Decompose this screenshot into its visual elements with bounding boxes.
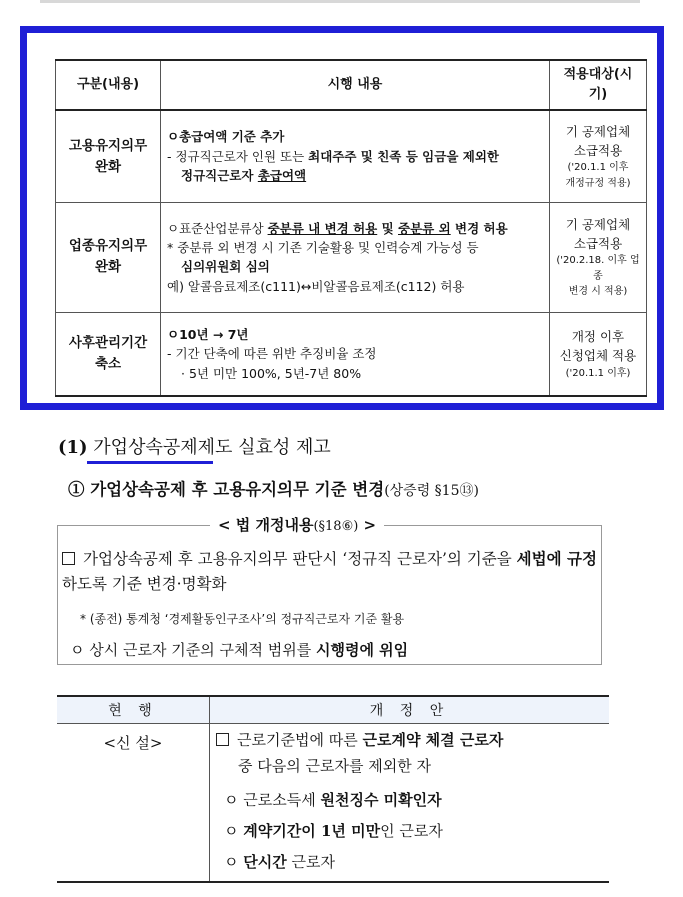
list-item: ㅇ 계약기간이 1년 미만인 근로자: [224, 821, 443, 840]
law-box-title: < 법 개정내용(§18⑥) >: [210, 514, 384, 535]
current-cell: <신 설>: [57, 724, 210, 883]
header-revised: 개 정 안: [210, 696, 610, 724]
table-header-row: [56, 60, 647, 110]
highlight-frame: [20, 26, 664, 410]
checkbox-square-icon: [62, 552, 75, 565]
table-header-row: [57, 696, 609, 724]
law-paragraph: 가업상속공제 후 고용유지의무 판단시 ‘정규직 근로자’의 기준을 세법에 규정하도록 기준 변경·명확화: [62, 549, 597, 593]
row-target: 기 공제업체 소급적용 ('20.2.18. 이후 업종 변경 시 적용): [550, 202, 647, 312]
list-item: ㅇ 단시간 근로자: [224, 852, 335, 871]
top-divider: [40, 0, 640, 3]
header-target: 적용대상(시기): [550, 60, 647, 110]
header-current: 현 행: [57, 696, 210, 724]
list-item: ㅇ 근로소득세 원천징수 미확인자: [224, 791, 442, 809]
row-target: 개정 이후 신청업체 적용 ('20.1.1 이후): [550, 312, 647, 396]
heading-underline: [87, 461, 213, 464]
sub-heading: ① 가업상속공제 후 고용유지의무 기준 변경(상증령 §15⑬): [68, 480, 479, 499]
row-category: 사후관리기간 축소: [56, 312, 161, 396]
row-category: 업종유지의무 완화: [56, 202, 161, 312]
law-bullet: ㅇ 상시 근로자 기준의 구체적 범위를 시행령에 위임: [70, 641, 409, 659]
row-content: ㅇ총급여액 기준 추가 - 정규직근로자 인원 또는 최대주주 및 친족 등 임금을 제외한 정규직근로자 총급여액: [161, 110, 550, 202]
row-target: 기 공제업체 소급적용 ('20.1.1 이후 개정규정 적용): [550, 110, 647, 202]
header-category: 구분(내용): [56, 60, 161, 110]
revised-cell: 근로기준법에 따른 근로계약 체결 근로자 중 다음의 근로자를 제외한 자 ㅇ 근로소득세 원천징수 미확인자 ㅇ 계약기간이 1년 미만인 근로자 ㅇ 단시간 근로자: [210, 724, 610, 883]
comparison-table: [57, 695, 609, 883]
law-note: * (종전) 통계청 ‘경제활동인구조사’의 정규직근로자 기준 활용: [80, 612, 405, 626]
row-content: ㅇ10년 → 7년 - 기간 단축에 따른 위반 추징비율 조정 · 5년 미만 100%, 5년-7년 80%: [161, 312, 550, 396]
table-row: [56, 312, 647, 396]
row-category: 고용유지의무 완화: [56, 110, 161, 202]
summary-table: [55, 59, 647, 397]
table-row: [56, 202, 647, 312]
checkbox-square-icon: [216, 733, 229, 746]
row-content: ㅇ표준산업분류상 중분류 내 변경 허용 및 중분류 외 변경 허용 * 중분류 외 변경 시 기존 기술활용 및 인력승계 가능성 등 심의위원회 심의 예) 알콜음료제조(c111)↔비알콜음료제조(c112) 허용: [161, 202, 550, 312]
section-heading: (1) 가업상속공제제도 실효성 제고: [58, 433, 331, 459]
header-content: 시행 내용: [161, 60, 550, 110]
table-row: [57, 724, 609, 883]
table-row: [56, 110, 647, 202]
